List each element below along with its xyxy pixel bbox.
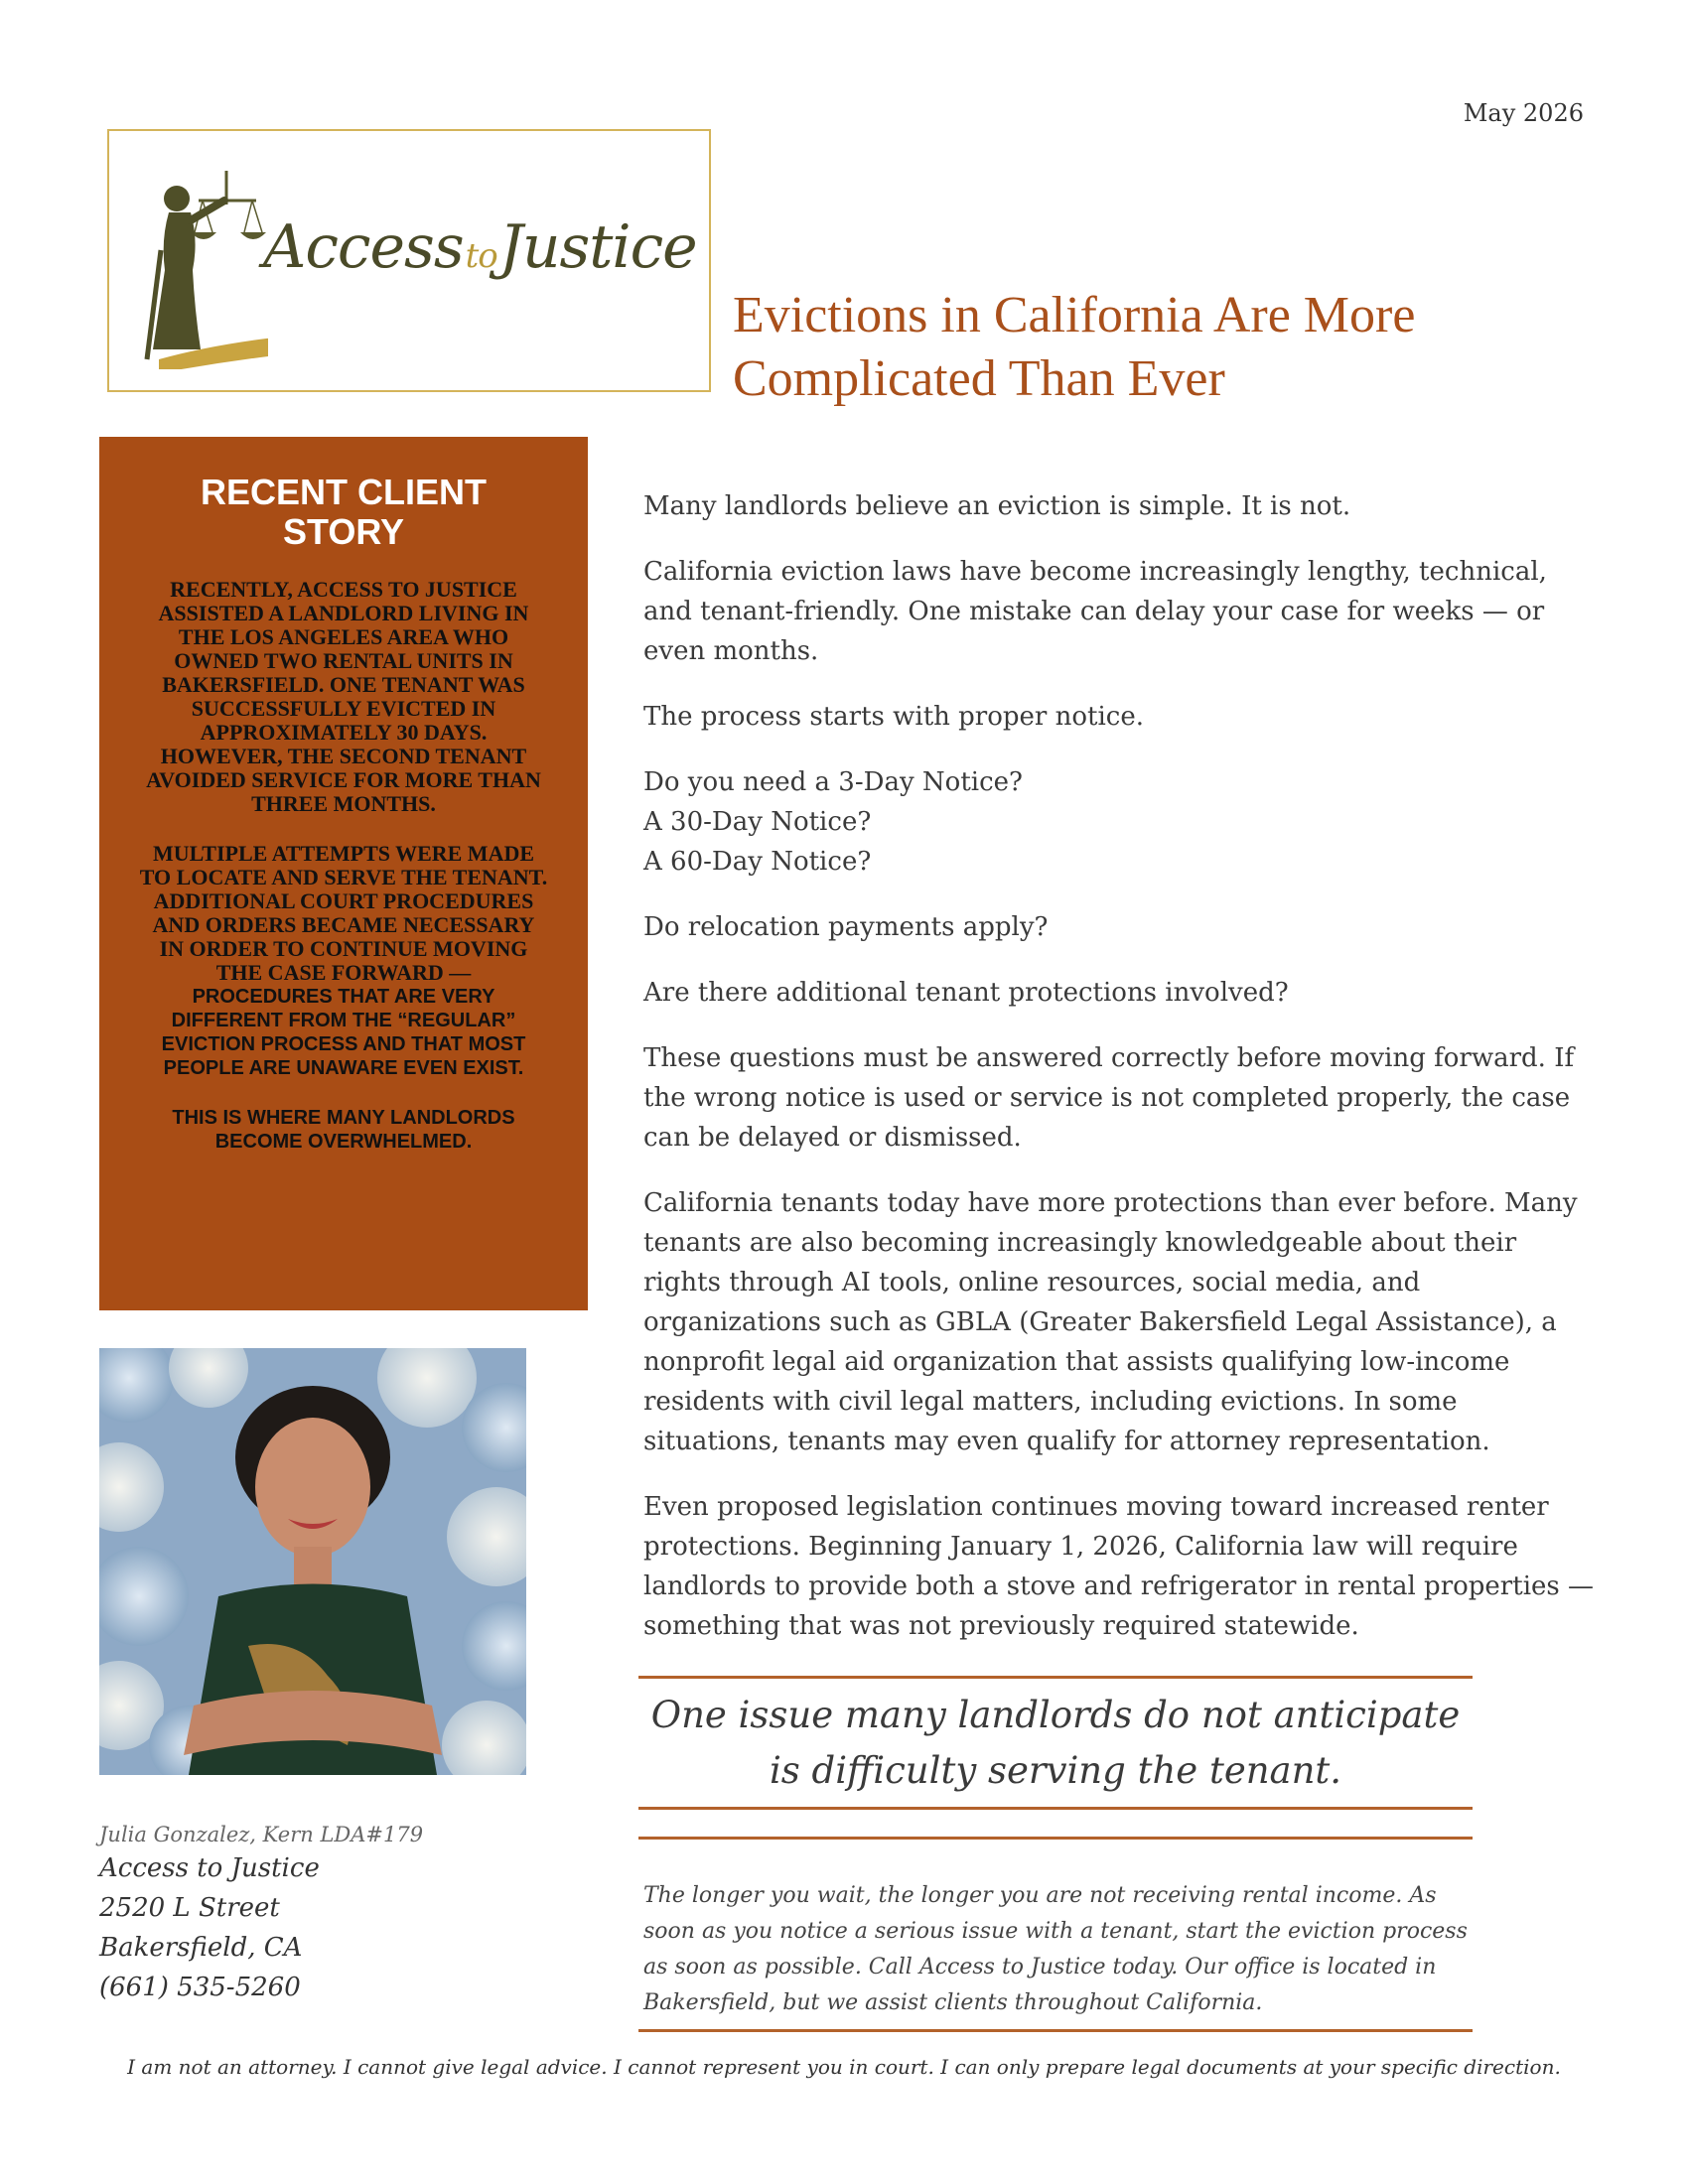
address-line: 2520 L Street [99, 1893, 280, 1923]
article-paragraph: Are there additional tenant protections involved? [643, 978, 1289, 1008]
author-name: Julia Gonzalez, Kern LDA#179 [99, 1823, 424, 1846]
article-paragraph: Many landlords believe an eviction is simple. It is not. [643, 491, 1351, 521]
article-body [643, 486, 1597, 1672]
divider [638, 1837, 1473, 1840]
client-story-paragraph-serif: MULTIPLE ATTEMPTS WERE MADE TO LOCATE AND SERVE THE TENANT. ADDITIONAL COURT PROCEDURES AND ORDERS BECAME NECESSARY IN ORDER TO CONTINUE MOVING THE CASE FORWARD — [139, 841, 548, 985]
phone-number: (661) 535-5260 [99, 1973, 301, 2002]
article-paragraph: The process starts with proper notice. [643, 702, 1144, 732]
notice-question: A 60-Day Notice? [643, 847, 872, 877]
newsletter-date: May 2026 [1463, 99, 1584, 127]
article-paragraph: These questions must be answered correctly before moving forward. If the wrong notice is used or service is not completed properly, the case can be delayed or dismissed. [643, 1043, 1575, 1153]
lady-justice-scales-icon [139, 161, 268, 369]
logo [107, 129, 711, 392]
article-paragraph: Do relocation payments apply? [643, 912, 1049, 942]
client-story-title: RECENT CLIENT STORY [201, 472, 487, 552]
article-paragraph: California eviction laws have become increasingly lengthy, technical, and tenant-friendly. One mistake can delay your case for weeks — or even months. [643, 557, 1547, 666]
client-story-sidebar [99, 437, 588, 1310]
divider [638, 2029, 1473, 2032]
notice-question: A 30-Day Notice? [643, 807, 872, 837]
notice-questions [643, 762, 1597, 882]
article-paragraph: California tenants today have more protections than ever before. Many tenants are also becoming increasingly knowledgeable about their rights through AI tools, online resources, social media, and organizations such as GBLA (Greater Bakersfield Legal Assistance), a nonprofit legal aid organization that assists qualifying low-income residents with civil legal matters, including evictions. In some situations, tenants may even qualify for attorney representation. [643, 1188, 1578, 1456]
pull-quote: One issue many landlords do not anticipate is difficulty serving the tenant. [650, 1694, 1461, 1792]
article-paragraph: Even proposed legislation continues moving toward increased renter protections. Beginning January 1, 2026, California law will require landlords to provide both a stove and refrigerator in rental properties — something that was not previously required statewide. [643, 1492, 1594, 1641]
author-caption [99, 1823, 616, 2007]
address-line: Bakersfield, CA [99, 1933, 303, 1963]
client-story-paragraph: RECENTLY, ACCESS TO JUSTICE ASSISTED A LANDLORD LIVING IN THE LOS ANGELES AREA WHO OWNED TWO RENTAL UNITS IN BAKERSFIELD. ONE TENANT WAS SUCCESSFULLY EVICTED IN APPROXIMATELY 30 DAYS. HOWEVER, THE SECOND TENANT AVOIDED SERVICE FOR MORE THAN THREE MONTHS. [146, 577, 541, 816]
client-story-paragraph-sans: PROCEDURES THAT ARE VERY DIFFERENT FROM THE “REGULAR” EVICTION PROCESS AND THAT MOST PEOPLE ARE UNAWARE EVEN EXIST. [161, 986, 526, 1079]
divider [638, 1807, 1473, 1810]
address-line: Access to Justice [99, 1853, 320, 1883]
logo-wordmark: AccesstoJustice [263, 212, 697, 282]
divider [638, 1676, 1473, 1679]
page-title: Evictions in California Are More Complicated Than Ever [733, 287, 1416, 407]
author-photo [99, 1348, 526, 1775]
client-story-paragraph [139, 842, 548, 1080]
client-story-conclusion: THIS IS WHERE MANY LANDLORDS BECOME OVERWHELMED. [172, 1107, 515, 1153]
notice-question: Do you need a 3-Day Notice? [643, 767, 1023, 797]
call-to-action: The longer you wait, the longer you are not receiving rental income. As soon as you notice a serious issue with a tenant, start the eviction process as soon as possible. Call Access to Justice today. Our office is located in Bakersfield, but we assist clients throughout California. [643, 1883, 1468, 2015]
legal-disclaimer: I am not an attorney. I cannot give legal advice. I cannot represent you in court. I can only prepare legal documents at your specific direction. [127, 2055, 1561, 2079]
